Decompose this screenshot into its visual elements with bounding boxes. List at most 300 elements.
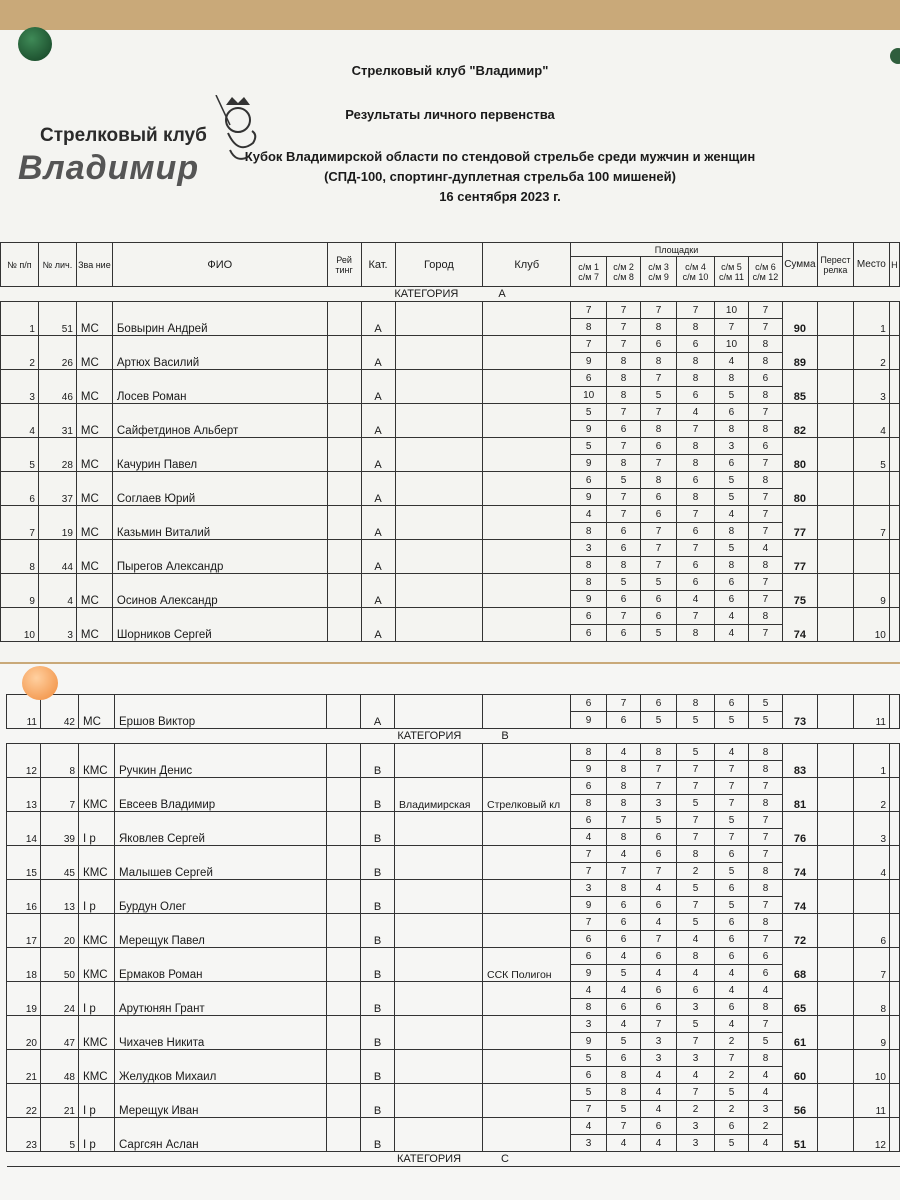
score-cell: 5 (677, 914, 715, 931)
score-cell: 4 (641, 1101, 677, 1118)
score-cell: 7 (641, 778, 677, 795)
category: А (361, 472, 395, 506)
score-cell: 3 (571, 1135, 607, 1152)
rank: I р (79, 982, 115, 1016)
city (395, 404, 483, 438)
rank: КМС (79, 1016, 115, 1050)
score-cell: 3 (641, 1050, 677, 1067)
score-cell: 9 (571, 897, 607, 914)
category-row (7, 1152, 900, 1167)
club (483, 472, 571, 506)
score-cell: 4 (715, 965, 749, 982)
score-cell: 4 (677, 404, 715, 421)
club (483, 880, 571, 914)
shootoff (818, 1016, 854, 1050)
club (483, 982, 571, 1016)
green-push-pin-icon (18, 27, 52, 61)
score-cell: 7 (748, 319, 782, 336)
athlete-name: Евсеев Владимир (115, 778, 327, 812)
table-row (1, 302, 900, 319)
score-cell: 9 (571, 455, 607, 472)
score-cell: 3 (571, 1016, 607, 1033)
rating (327, 812, 361, 846)
club (483, 336, 571, 370)
athlete-name: Ермаков Роман (115, 948, 327, 982)
rank: МС (76, 336, 112, 370)
rating (327, 778, 361, 812)
license-number: 46 (38, 370, 76, 404)
rank: МС (76, 608, 112, 642)
category: А (361, 540, 395, 574)
city (395, 438, 483, 472)
category-label (7, 729, 900, 744)
table-row (7, 982, 900, 999)
score-cell: 4 (641, 1067, 677, 1084)
score-cell: 4 (641, 914, 677, 931)
score-cell: 5 (715, 897, 749, 914)
rating (327, 608, 361, 642)
club (483, 1084, 571, 1118)
row-number: 17 (7, 914, 41, 948)
score-cell: 7 (748, 574, 782, 591)
score-cell: 7 (571, 914, 607, 931)
score-cell: 5 (641, 625, 677, 642)
club (483, 404, 571, 438)
place: 10 (854, 1050, 890, 1084)
row-number: 9 (1, 574, 39, 608)
athlete-name: Ручкин Денис (115, 744, 327, 778)
score-cell: 8 (607, 829, 641, 846)
rank: I р (79, 812, 115, 846)
score-cell: 7 (641, 540, 677, 557)
score-cell: 6 (571, 948, 607, 965)
athlete-name: Соглаев Юрий (112, 472, 327, 506)
score-cell: 8 (677, 319, 715, 336)
total-score: 85 (782, 370, 817, 404)
score-cell: 6 (607, 625, 641, 642)
rank: МС (76, 574, 112, 608)
extra-cell (890, 812, 900, 846)
score-cell: 5 (715, 1135, 749, 1152)
score-cell: 6 (677, 982, 715, 999)
shootoff (817, 608, 853, 642)
category: В (361, 982, 395, 1016)
score-cell: 7 (571, 1101, 607, 1118)
city: Владимирская (395, 778, 483, 812)
category-row (7, 729, 900, 744)
city (395, 982, 483, 1016)
total-score: 81 (783, 778, 818, 812)
rank: МС (76, 540, 112, 574)
col-rank: Зва ние (76, 243, 112, 287)
category: А (361, 302, 395, 336)
category: В (361, 1118, 395, 1152)
score-cell: 9 (571, 489, 607, 506)
extra-cell (889, 608, 899, 642)
club (483, 438, 571, 472)
col-platform-1: с/м 1 с/м 7 (571, 257, 607, 287)
rating (327, 1050, 361, 1084)
col-extra: Н (889, 243, 899, 287)
score-cell: 6 (607, 591, 641, 608)
col-rating: Рей тинг (327, 243, 361, 287)
score-cell: 6 (715, 914, 749, 931)
score-cell: 8 (748, 353, 782, 370)
score-cell: 7 (641, 370, 677, 387)
extra-cell (889, 506, 899, 540)
score-cell: 8 (607, 1084, 641, 1101)
score-cell: 7 (607, 1118, 641, 1135)
club (483, 540, 571, 574)
rating (327, 438, 361, 472)
score-cell: 4 (571, 982, 607, 999)
row-number: 14 (7, 812, 41, 846)
extra-cell (889, 540, 899, 574)
total-score: 56 (783, 1084, 818, 1118)
rank: МС (76, 370, 112, 404)
score-cell: 7 (748, 591, 782, 608)
license-number: 21 (41, 1084, 79, 1118)
score-cell: 8 (749, 795, 783, 812)
score-cell: 7 (677, 421, 715, 438)
table-row (7, 695, 900, 712)
club (483, 914, 571, 948)
score-cell: 8 (749, 863, 783, 880)
score-cell: 4 (749, 1067, 783, 1084)
license-number: 48 (41, 1050, 79, 1084)
table-row (7, 1016, 900, 1033)
score-cell: 5 (571, 1050, 607, 1067)
score-cell: 8 (677, 695, 715, 712)
athlete-name: Казьмин Виталий (112, 506, 327, 540)
rank: КМС (79, 744, 115, 778)
rank: КМС (79, 914, 115, 948)
license-number: 37 (38, 472, 76, 506)
table-row (7, 846, 900, 863)
score-cell: 2 (677, 863, 715, 880)
category: В (361, 778, 395, 812)
score-cell: 6 (641, 695, 677, 712)
table-row (1, 472, 900, 489)
extra-cell (890, 1118, 900, 1152)
score-cell: 6 (677, 472, 715, 489)
score-cell: 6 (641, 506, 677, 523)
row-number: 23 (7, 1118, 41, 1152)
club (483, 695, 571, 729)
col-city: Город (395, 243, 483, 287)
extra-cell (890, 778, 900, 812)
results-table-upper (0, 242, 900, 642)
score-cell: 7 (571, 336, 607, 353)
extra-cell (889, 302, 899, 336)
score-cell: 7 (677, 1033, 715, 1050)
category: А (361, 695, 395, 729)
table-row (1, 438, 900, 455)
total-score: 68 (783, 948, 818, 982)
license-number: 19 (38, 506, 76, 540)
score-cell: 6 (677, 336, 715, 353)
score-cell: 2 (715, 1033, 749, 1050)
score-cell: 8 (748, 387, 782, 404)
shootoff (818, 1118, 854, 1152)
license-number: 31 (38, 404, 76, 438)
col-platform-4: с/м 4 с/м 10 (677, 257, 715, 287)
score-cell: 7 (749, 812, 783, 829)
score-cell: 3 (677, 1050, 715, 1067)
score-cell: 7 (677, 1084, 715, 1101)
club (483, 370, 571, 404)
score-cell: 7 (607, 404, 641, 421)
rating (327, 574, 361, 608)
score-cell: 4 (607, 846, 641, 863)
total-score: 90 (782, 302, 817, 336)
score-cell: 4 (607, 1016, 641, 1033)
score-cell: 8 (677, 353, 715, 370)
category-letter: А (498, 288, 506, 300)
score-cell: 6 (571, 1067, 607, 1084)
score-cell: 8 (714, 523, 748, 540)
score-cell: 5 (677, 795, 715, 812)
score-cell: 6 (641, 829, 677, 846)
shootoff (817, 336, 853, 370)
shootoff (818, 914, 854, 948)
table-row (1, 608, 900, 625)
score-cell: 7 (677, 829, 715, 846)
shootoff (817, 506, 853, 540)
shootoff (817, 438, 853, 472)
score-cell: 9 (571, 421, 607, 438)
place: 5 (853, 438, 889, 472)
table-row (1, 336, 900, 353)
score-cell: 6 (641, 1118, 677, 1135)
extra-cell (890, 914, 900, 948)
score-cell: 8 (641, 319, 677, 336)
place: 7 (854, 948, 890, 982)
logo-top-text: Стрелковый клуб (40, 125, 207, 146)
col-lic: № лич. (38, 243, 76, 287)
place: 8 (854, 982, 890, 1016)
athlete-name: Ершов Виктор (115, 695, 327, 729)
score-cell: 5 (607, 574, 641, 591)
score-cell: 6 (677, 523, 715, 540)
score-cell: 5 (749, 695, 783, 712)
score-cell: 7 (607, 695, 641, 712)
discipline-title: (СПД-100, спортинг-дуплетная стрельба 100 мишеней) (324, 169, 676, 184)
rank: КМС (79, 948, 115, 982)
category: А (361, 608, 395, 642)
score-cell: 8 (641, 472, 677, 489)
score-cell: 8 (607, 353, 641, 370)
score-cell: 8 (607, 387, 641, 404)
category-label-text: КАТЕГОРИЯ (394, 288, 459, 300)
score-cell: 8 (571, 557, 607, 574)
row-number: 12 (7, 744, 41, 778)
score-cell: 6 (571, 370, 607, 387)
athlete-name: Арутюнян Грант (115, 982, 327, 1016)
extra-cell (889, 574, 899, 608)
athlete-name: Осинов Александр (112, 574, 327, 608)
score-cell: 6 (749, 965, 783, 982)
extra-cell (890, 948, 900, 982)
corner-pin-icon (890, 48, 900, 64)
score-cell: 6 (607, 914, 641, 931)
club (483, 1016, 571, 1050)
score-cell: 6 (607, 421, 641, 438)
extra-cell (889, 438, 899, 472)
rank: МС (76, 302, 112, 336)
place: 11 (854, 695, 890, 729)
total-score: 74 (782, 608, 817, 642)
score-cell: 7 (607, 489, 641, 506)
shootoff (817, 404, 853, 438)
score-cell: 3 (571, 880, 607, 897)
score-cell: 6 (641, 897, 677, 914)
score-cell: 6 (571, 778, 607, 795)
place: 4 (853, 404, 889, 438)
score-cell: 8 (677, 846, 715, 863)
row-number: 7 (1, 506, 39, 540)
score-cell: 8 (607, 370, 641, 387)
table-row (7, 1118, 900, 1135)
rating (327, 336, 361, 370)
score-cell: 7 (714, 319, 748, 336)
score-cell: 8 (749, 999, 783, 1016)
club (483, 744, 571, 778)
athlete-name: Пырегов Александр (112, 540, 327, 574)
category-letter: В (501, 730, 509, 742)
score-cell: 6 (748, 370, 782, 387)
category: В (361, 812, 395, 846)
place (853, 540, 889, 574)
city (395, 812, 483, 846)
score-cell: 8 (607, 761, 641, 778)
table-row (7, 948, 900, 965)
score-cell: 8 (677, 489, 715, 506)
score-cell: 8 (714, 370, 748, 387)
rank: КМС (79, 778, 115, 812)
city (395, 540, 483, 574)
score-cell: 4 (607, 744, 641, 761)
score-cell: 8 (749, 744, 783, 761)
athlete-name: Бурдун Олег (115, 880, 327, 914)
score-cell: 8 (749, 1050, 783, 1067)
score-cell: 5 (677, 744, 715, 761)
rating (327, 370, 361, 404)
extra-cell (890, 744, 900, 778)
score-cell: 4 (715, 744, 749, 761)
rating (327, 880, 361, 914)
score-cell: 5 (749, 712, 783, 729)
score-cell: 4 (714, 625, 748, 642)
score-cell: 8 (641, 744, 677, 761)
athlete-name: Саргсян Аслан (115, 1118, 327, 1152)
total-score: 83 (783, 744, 818, 778)
rating (327, 914, 361, 948)
rank: МС (76, 506, 112, 540)
shootoff (818, 695, 854, 729)
city (395, 846, 483, 880)
score-cell: 4 (677, 591, 715, 608)
total-score: 82 (782, 404, 817, 438)
license-number: 5 (41, 1118, 79, 1152)
extra-cell (889, 404, 899, 438)
shootoff (817, 574, 853, 608)
cup-title: Кубок Владимирской области по стендовой стрельбе среди мужчин и женщин (244, 149, 756, 164)
total-score: 74 (783, 880, 818, 914)
score-cell: 8 (748, 336, 782, 353)
rank: I р (79, 880, 115, 914)
score-cell: 7 (641, 761, 677, 778)
score-cell: 8 (641, 421, 677, 438)
event-date: 16 сентября 2023 г. (439, 189, 561, 204)
score-cell: 5 (571, 1084, 607, 1101)
total-score: 77 (782, 540, 817, 574)
rating (327, 404, 361, 438)
score-cell: 3 (641, 1033, 677, 1050)
total-score: 72 (783, 914, 818, 948)
score-cell: 7 (641, 523, 677, 540)
shootoff (817, 540, 853, 574)
total-score: 89 (782, 336, 817, 370)
score-cell: 4 (641, 1084, 677, 1101)
place: 1 (853, 302, 889, 336)
score-cell: 4 (715, 982, 749, 999)
score-cell: 7 (571, 863, 607, 880)
score-cell: 6 (571, 625, 607, 642)
club: Стрелковый кл (483, 778, 571, 812)
score-cell: 8 (748, 557, 782, 574)
extra-cell (889, 472, 899, 506)
col-platform-5: с/м 5 с/м 11 (714, 257, 748, 287)
score-cell: 5 (641, 574, 677, 591)
score-cell: 4 (641, 880, 677, 897)
score-cell: 9 (571, 965, 607, 982)
category: А (361, 438, 395, 472)
table-row (7, 914, 900, 931)
score-cell: 7 (748, 302, 782, 319)
club (483, 1050, 571, 1084)
score-cell: 6 (714, 591, 748, 608)
category: А (361, 336, 395, 370)
athlete-name: Бовырин Андрей (112, 302, 327, 336)
row-number: 5 (1, 438, 39, 472)
row-number: 4 (1, 404, 39, 438)
score-cell: 5 (714, 387, 748, 404)
score-cell: 8 (677, 438, 715, 455)
category: В (361, 744, 395, 778)
rank: КМС (79, 1050, 115, 1084)
score-cell: 7 (641, 1016, 677, 1033)
extra-cell (890, 1084, 900, 1118)
shootoff (818, 778, 854, 812)
category: В (361, 948, 395, 982)
col-name: ФИО (112, 243, 327, 287)
score-cell: 5 (714, 489, 748, 506)
score-cell: 8 (607, 1067, 641, 1084)
license-number: 4 (38, 574, 76, 608)
license-number: 3 (38, 608, 76, 642)
score-cell: 6 (677, 557, 715, 574)
city (395, 880, 483, 914)
row-number: 8 (1, 540, 39, 574)
license-number: 44 (38, 540, 76, 574)
category: А (361, 574, 395, 608)
score-cell: 7 (677, 608, 715, 625)
score-cell: 4 (714, 353, 748, 370)
col-shootoff: Перест релка (817, 243, 853, 287)
row-number: 6 (1, 472, 39, 506)
score-cell: 6 (571, 608, 607, 625)
